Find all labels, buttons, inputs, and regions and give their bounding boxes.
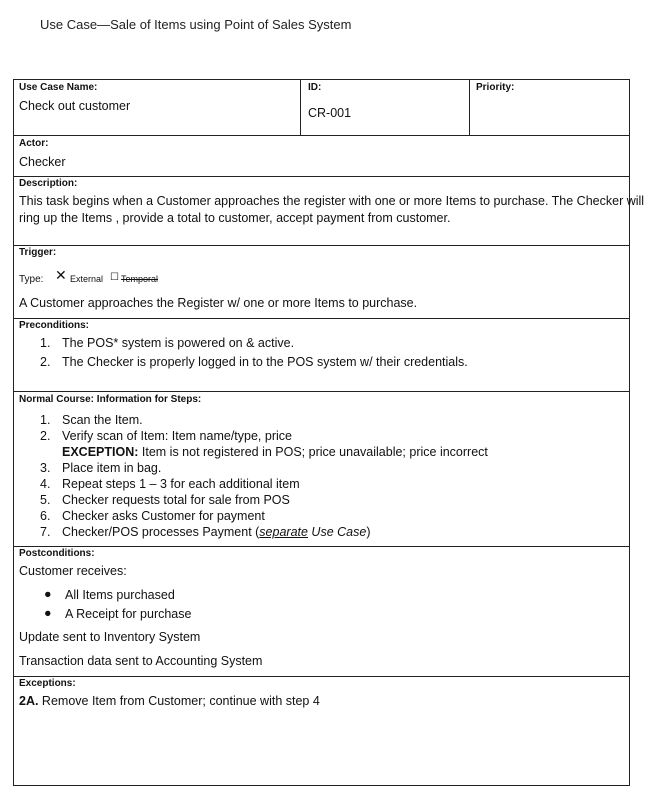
normal-course-label: Normal Course: Information for Steps: (19, 394, 202, 405)
list-number: 5. (40, 493, 51, 507)
list-text (62, 524, 370, 540)
priority-label: Priority: (476, 82, 515, 93)
id-label: ID: (308, 82, 322, 93)
exception-text: Item is not registered in POS; price unavailable; price incorrect (138, 445, 488, 459)
list-text: Checker requests total for sale from POS (62, 493, 290, 507)
list-text: Place item in bag. (62, 461, 162, 475)
exceptions-label: Exceptions: (19, 678, 76, 689)
list-text: Scan the Item. (62, 413, 143, 427)
actor-value: Checker (19, 155, 66, 169)
document-title: Use Case—Sale of Items using Point of Sales System (40, 17, 352, 32)
temporal-option-label: Temporal (121, 274, 159, 284)
use-case-name-label: Use Case Name: (19, 82, 98, 93)
postcondition-inventory: Update sent to Inventory System (19, 630, 201, 644)
postconditions-section (13, 546, 630, 677)
list-text: Verify scan of Item: Item name/type, price (62, 429, 292, 443)
header-row (13, 79, 630, 136)
preconditions-label: Preconditions: (19, 320, 90, 331)
list-number: 2. (40, 355, 51, 369)
preconditions-section (13, 318, 630, 392)
exception-code: 2A. (19, 694, 39, 708)
step7-pre: Checker/POS processes Payment ( (62, 525, 260, 539)
step7-use-case: Use Case (307, 525, 367, 539)
trigger-text: A Customer approaches the Register w/ one or more Items to purchase. (19, 296, 418, 310)
list-number: 1. (40, 336, 51, 350)
list-number: 1. (40, 413, 51, 427)
use-case-name-value: Check out customer (19, 99, 131, 113)
trigger-type-label: Type: (19, 274, 44, 285)
trigger-label: Trigger: (19, 247, 57, 258)
list-text: Repeat steps 1 – 3 for each additional item (62, 477, 300, 491)
exception-item (19, 694, 320, 708)
exception-item-text: Remove Item from Customer; continue with step 4 (38, 694, 320, 708)
normal-course-section (13, 391, 630, 547)
list-text: The POS* system is powered on & active. (62, 336, 295, 350)
external-checked-icon[interactable]: ✕ (55, 267, 67, 283)
bullet-item: A Receipt for purchase (65, 607, 192, 621)
list-number: 6. (40, 509, 51, 523)
actor-label: Actor: (19, 138, 49, 149)
description-line-2: ring up the Items , provide a total to customer, accept payment from customer. (19, 211, 451, 225)
trigger-section (13, 245, 630, 319)
id-value: CR-001 (308, 106, 352, 120)
bullet-icon: ● (44, 606, 52, 620)
step7-post: ) (366, 525, 371, 539)
list-text: The Checker is properly logged in to the POS system w/ their credentials. (62, 355, 468, 369)
description-label: Description: (19, 178, 78, 189)
bullet-icon: ● (44, 587, 52, 601)
postconditions-label: Postconditions: (19, 548, 95, 559)
list-text: Checker asks Customer for payment (62, 509, 265, 523)
bullet-item: All Items purchased (65, 588, 175, 602)
postcondition-accounting: Transaction data sent to Accounting System (19, 654, 263, 668)
list-number: 3. (40, 461, 51, 475)
temporal-checkbox-icon[interactable]: ☐ (110, 272, 119, 283)
divider (300, 80, 301, 136)
postconditions-intro: Customer receives: (19, 564, 127, 578)
description-section (13, 176, 645, 246)
description-line-1: This task begins when a Customer approaches the register with one or more Items to purchase. The Checker will (19, 194, 645, 208)
divider (469, 80, 470, 136)
list-number: 4. (40, 477, 51, 491)
exceptions-section (13, 676, 630, 786)
exception-label: EXCEPTION: (62, 445, 139, 459)
list-number: 7. (40, 525, 51, 539)
external-option-label: External (70, 274, 104, 284)
list-number: 2. (40, 429, 51, 443)
actor-section (13, 135, 630, 177)
separate-use-case-link[interactable]: separate (259, 525, 308, 539)
